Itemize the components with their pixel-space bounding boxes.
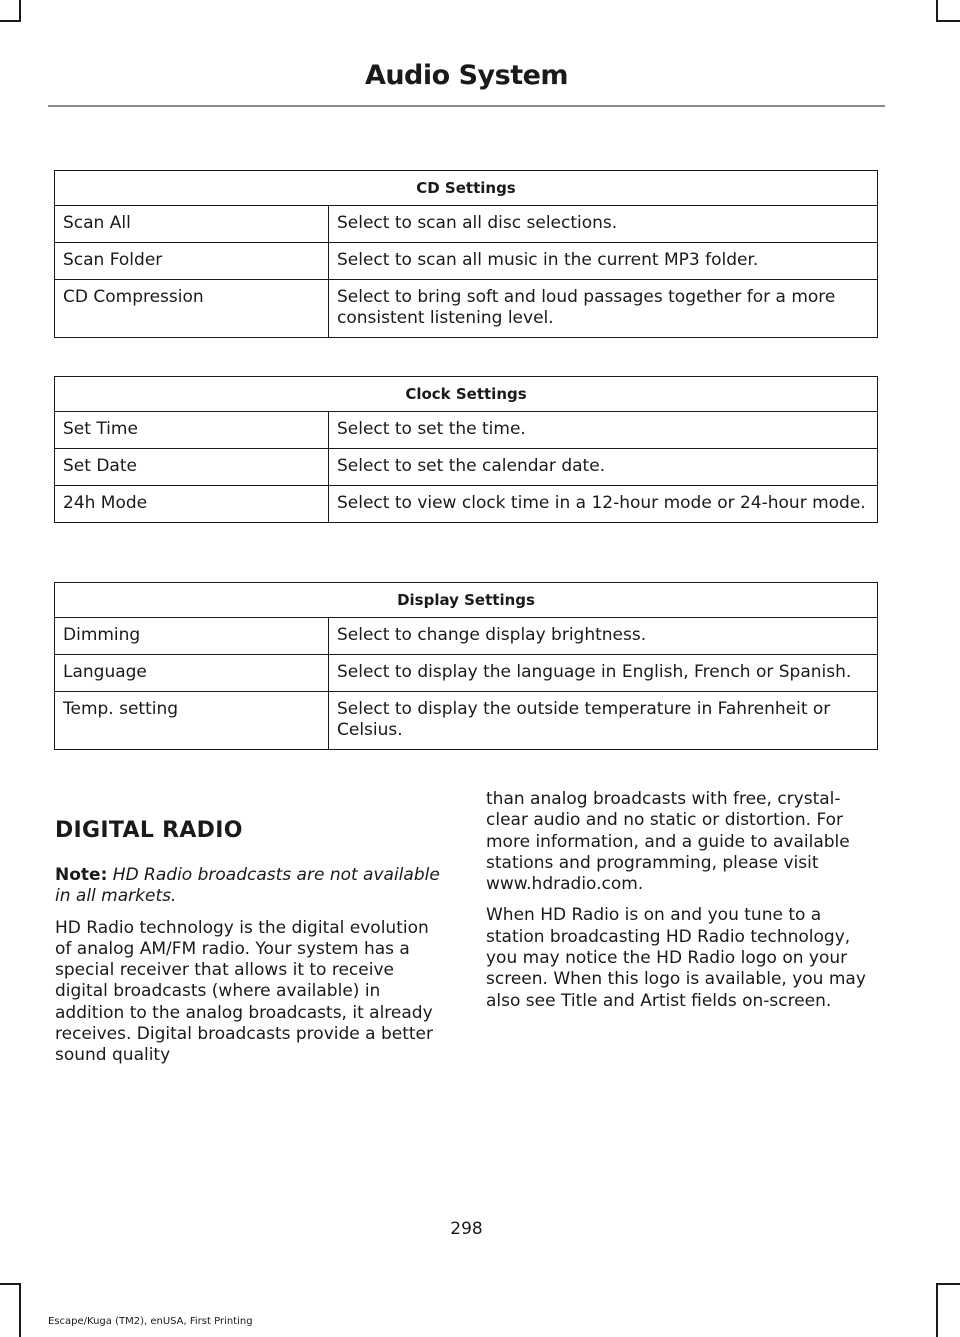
table-title: CD Settings [55,171,878,206]
crop-mark-bottom-right [936,1283,938,1337]
crop-mark-top-left [0,20,21,22]
table-row [55,206,878,243]
setting-name: CD Compression [55,280,329,338]
table-row [55,449,878,486]
setting-name: Scan Folder [55,243,329,280]
crop-mark-top-right [936,20,960,22]
setting-name: Set Date [55,449,329,486]
table-row [55,280,878,338]
page-number: 298 [450,1219,483,1239]
body-paragraph: When HD Radio is on and you tune to a station broadcasting HD Radio technology, you may notice the HD Radio logo on your screen. When this logo is available, you may also see Title and Artist fields on-screen. [486,905,866,1011]
setting-name: Dimming [55,618,329,655]
cd-settings-table [54,170,878,338]
right-text-column [486,789,881,1022]
setting-description: Select to bring soft and loud passages together for a more consistent listening level. [329,280,878,338]
setting-name: Language [55,655,329,692]
table-title: Clock Settings [55,377,878,412]
table-row [55,618,878,655]
section-heading: DIGITAL RADIO [55,818,243,843]
table-row [55,486,878,523]
crop-mark-top-left [19,0,21,22]
setting-description: Select to display the language in English, French or Spanish. [329,655,878,692]
note-paragraph [55,865,450,908]
setting-description: Select to scan all disc selections. [329,206,878,243]
setting-name: 24h Mode [55,486,329,523]
table-header-row [55,583,878,618]
setting-name: Temp. setting [55,692,329,750]
table-header-row [55,171,878,206]
table-header-row [55,377,878,412]
table-row [55,412,878,449]
setting-description: Select to change display brightness. [329,618,878,655]
table-title: Display Settings [55,583,878,618]
note-label: Note: [55,865,108,885]
setting-name: Set Time [55,412,329,449]
table-row [55,692,878,750]
left-text-column [55,818,450,1077]
setting-description: Select to display the outside temperature in Fahrenheit or Celsius. [329,692,878,750]
setting-description: Select to set the time. [329,412,878,449]
body-paragraph: HD Radio technology is the digital evolution of analog AM/FM radio. Your system has a special receiver that allows it to receive digital broadcasts (where available) in addition to the analog broadcasts, it already receives. Digital broadcasts provide a better sound quality [55,917,433,1066]
setting-description: Select to set the calendar date. [329,449,878,486]
setting-description: Select to view clock time in a 12-hour mode or 24-hour mode. [329,486,878,523]
crop-mark-bottom-right [936,1283,960,1285]
setting-description: Select to scan all music in the current MP3 folder. [329,243,878,280]
edition-footer: Escape/Kuga (TM2), enUSA, First Printing [48,1316,253,1327]
clock-settings-table [54,376,878,523]
setting-name: Scan All [55,206,329,243]
crop-mark-top-right [936,0,938,22]
crop-mark-bottom-left [19,1283,21,1337]
page-header-title: Audio System [364,60,569,91]
table-row [55,655,878,692]
table-row [55,243,878,280]
crop-mark-bottom-left [0,1283,21,1285]
note-text: HD Radio broadcasts are not available in all markets. [55,865,440,907]
display-settings-table [54,582,878,750]
header-divider [48,105,885,107]
body-paragraph: than analog broadcasts with free, crystal-clear audio and no static or distortion. For more information, and a guide to available stations and programming, please visit www.hdradio.com. [486,789,850,895]
